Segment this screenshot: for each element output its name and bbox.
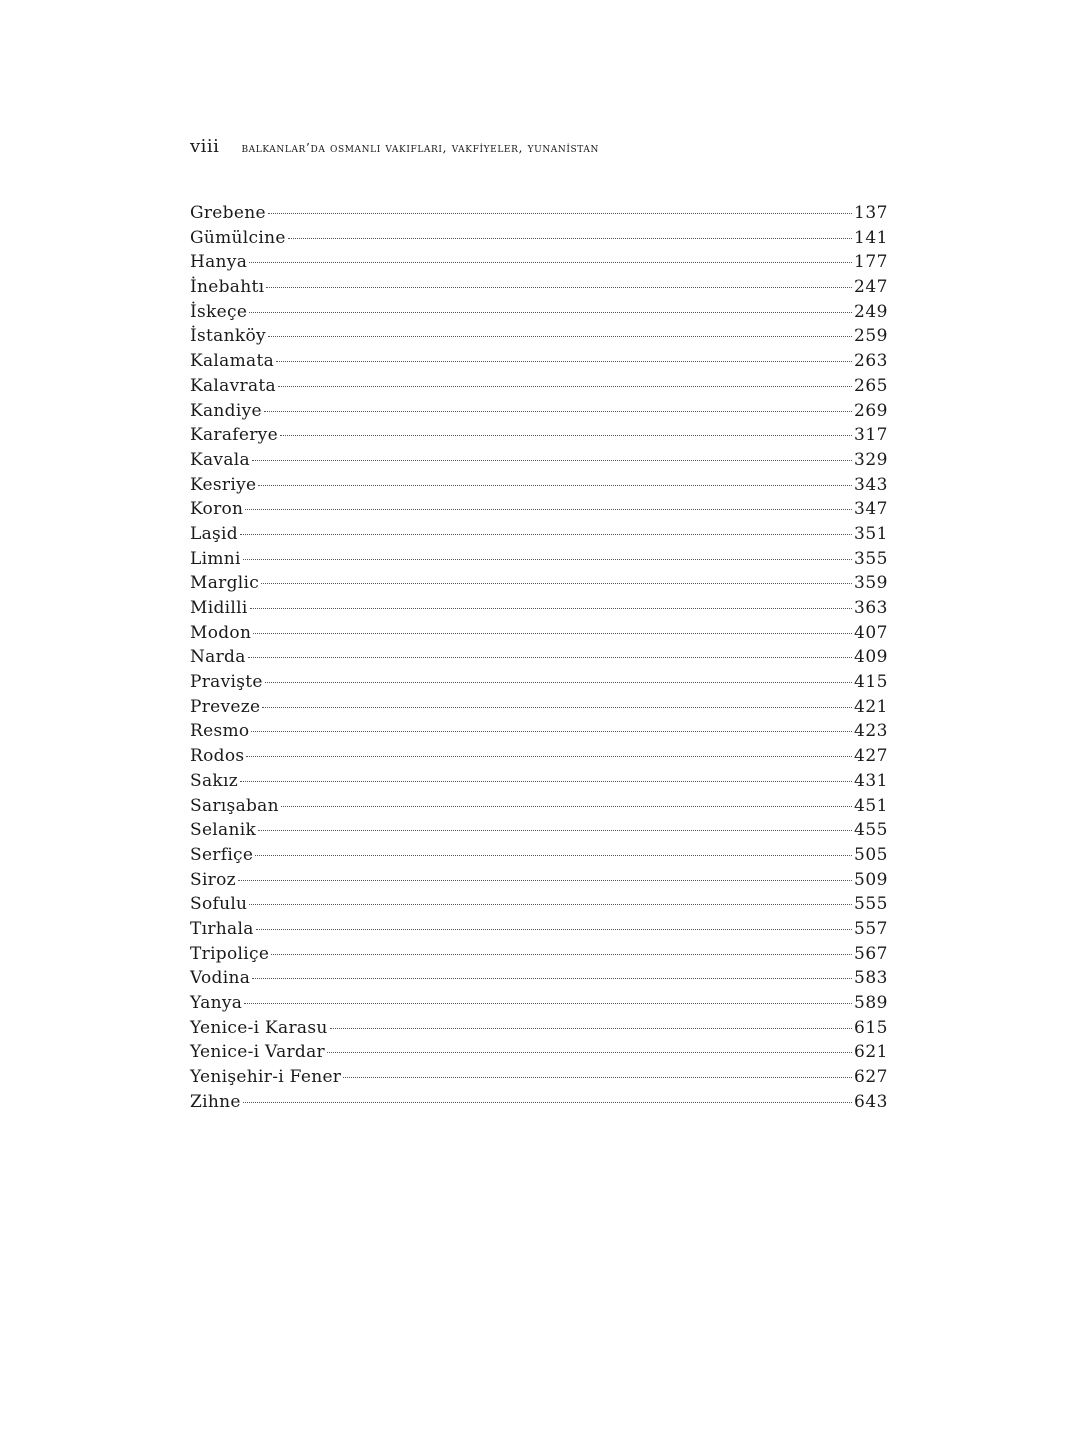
toc-entry-page-number: 249 — [854, 301, 888, 322]
toc-entry — [190, 571, 888, 596]
toc-entry-title: Zihne — [190, 1091, 241, 1112]
dot-leader — [255, 855, 852, 856]
dot-leader — [246, 756, 852, 757]
toc-entry-page-number: 415 — [854, 672, 888, 693]
toc-entry — [190, 473, 888, 498]
toc-entry-title: Tırhala — [190, 918, 254, 939]
toc-entry-title: Midilli — [190, 598, 248, 618]
toc-entry-page-number: 557 — [854, 918, 888, 939]
toc-entry — [190, 1040, 888, 1065]
toc-entry-title: Laşid — [190, 523, 238, 544]
dot-leader — [268, 213, 852, 214]
dot-leader — [281, 806, 852, 807]
toc-entry-page-number: 505 — [854, 844, 888, 865]
toc-entry-title: Yanya — [190, 993, 243, 1013]
toc-entry-title: Gümülcine — [190, 227, 286, 248]
toc-entry-title: İnebahtı — [190, 277, 265, 298]
dot-leader — [251, 731, 852, 732]
toc-entry-title: Karaferye — [190, 425, 278, 446]
toc-entry-title: Grebene — [190, 203, 266, 223]
dot-leader — [243, 559, 852, 560]
toc-entry-page-number: 621 — [854, 1042, 888, 1063]
dot-leader — [243, 1102, 852, 1103]
toc-entry-page-number: 269 — [854, 400, 888, 421]
toc-entry-page-number: 263 — [854, 351, 888, 372]
dot-leader — [256, 929, 852, 930]
toc-entry — [190, 818, 888, 843]
toc-entry — [190, 1016, 888, 1041]
toc-entry-page-number: 137 — [854, 203, 888, 223]
dot-leader — [252, 460, 852, 461]
toc-entry-page-number: 317 — [854, 425, 888, 446]
toc-entry — [190, 843, 888, 868]
dot-leader — [278, 386, 852, 387]
toc-entry-title: Marglic — [190, 573, 260, 594]
toc-entry — [190, 892, 888, 917]
toc-entry-title: Tripoliçe — [190, 943, 270, 964]
dot-leader — [238, 880, 852, 881]
dot-leader — [268, 336, 852, 337]
toc-entry — [190, 374, 888, 399]
dot-leader — [240, 534, 852, 535]
toc-entry-page-number: 355 — [854, 548, 888, 569]
toc-entry-title: Preveze — [190, 696, 261, 717]
toc-entry-title: Sakız — [190, 770, 238, 791]
toc-entry — [190, 670, 888, 695]
dot-leader — [330, 1028, 852, 1029]
toc-entry-page-number: 359 — [854, 573, 888, 594]
toc-entry-title: Kesriye — [190, 474, 257, 495]
toc-entry — [190, 794, 888, 819]
toc-entry-title: İskeçe — [190, 301, 248, 322]
toc-entry-page-number: 567 — [854, 943, 888, 964]
toc-entry-title: Kalavrata — [190, 375, 276, 396]
toc-entry — [190, 522, 888, 547]
page-number: viii — [190, 136, 220, 157]
toc-entry — [190, 423, 888, 448]
toc-entry-page-number: 627 — [854, 1067, 888, 1088]
toc-entry-title: Hanya — [190, 252, 248, 273]
toc-entry-page-number: 455 — [854, 820, 888, 841]
toc-entry-title: Kavala — [190, 449, 250, 470]
dot-leader — [240, 781, 852, 782]
toc-entry — [190, 868, 888, 893]
toc-entry-title: Yenişehir-i Fener — [190, 1067, 342, 1088]
toc-entry-page-number: 347 — [854, 499, 888, 520]
dot-leader — [245, 509, 852, 510]
toc-entry — [190, 1065, 888, 1090]
toc-entry-title: Siroz — [190, 869, 236, 890]
toc-entry — [190, 349, 888, 374]
table-of-contents — [190, 201, 888, 1114]
toc-entry-page-number: 589 — [854, 993, 888, 1013]
toc-entry-page-number: 421 — [854, 696, 888, 717]
dot-leader — [253, 633, 852, 634]
toc-entry-title: Serfiçe — [190, 844, 254, 865]
toc-entry-page-number: 509 — [854, 869, 888, 890]
toc-entry-title: Koron — [190, 499, 244, 520]
running-title: balkanlar’da osmanli vakiflari, vakfi̇yeler, yunani̇stan — [241, 140, 599, 155]
toc-entry — [190, 275, 888, 300]
toc-entry-page-number: 259 — [854, 326, 888, 347]
toc-entry-page-number: 343 — [854, 474, 888, 495]
toc-entry — [190, 1090, 888, 1115]
toc-entry-title: Yenice-i Karasu — [190, 1017, 328, 1038]
toc-entry — [190, 966, 888, 991]
dot-leader — [258, 485, 852, 486]
dot-leader — [276, 361, 852, 362]
dot-leader — [249, 262, 852, 263]
toc-entry-page-number: 265 — [854, 375, 888, 396]
dot-leader — [250, 608, 852, 609]
dot-leader — [258, 830, 852, 831]
toc-entry-title: Narda — [190, 647, 246, 668]
toc-entry-page-number: 423 — [854, 721, 888, 742]
toc-entry — [190, 695, 888, 720]
toc-entry-page-number: 583 — [854, 968, 888, 989]
toc-entry-page-number: 407 — [854, 622, 888, 643]
toc-entry-page-number: 427 — [854, 746, 888, 767]
toc-entry — [190, 201, 888, 226]
toc-entry-page-number: 141 — [854, 227, 888, 248]
toc-entry — [190, 621, 888, 646]
toc-entry — [190, 300, 888, 325]
dot-leader — [271, 954, 852, 955]
toc-entry — [190, 547, 888, 572]
toc-entry — [190, 769, 888, 794]
dot-leader — [249, 312, 852, 313]
toc-entry — [190, 917, 888, 942]
toc-entry-title: Limni — [190, 548, 241, 569]
toc-entry-title: Selanik — [190, 820, 257, 841]
dot-leader — [262, 707, 852, 708]
toc-entry — [190, 596, 888, 621]
toc-entry-title: Modon — [190, 622, 252, 643]
toc-entry-title: Yenice-i Vardar — [190, 1042, 325, 1063]
toc-entry — [190, 942, 888, 967]
dot-leader — [288, 238, 852, 239]
toc-entry-page-number: 363 — [854, 598, 888, 618]
toc-entry — [190, 448, 888, 473]
toc-entry — [190, 497, 888, 522]
dot-leader — [280, 435, 852, 436]
toc-entry-title: Sarışaban — [190, 795, 279, 816]
dot-leader — [265, 682, 852, 683]
toc-entry-title: Kandiye — [190, 400, 262, 421]
toc-entry — [190, 250, 888, 275]
toc-entry-page-number: 555 — [854, 894, 888, 915]
toc-entry — [190, 226, 888, 251]
toc-entry-page-number: 615 — [854, 1017, 888, 1038]
toc-entry-title: Resmo — [190, 721, 250, 742]
toc-entry-title: Sofulu — [190, 894, 248, 915]
dot-leader — [343, 1077, 852, 1078]
toc-entry-title: Rodos — [190, 746, 245, 767]
toc-entry — [190, 991, 888, 1016]
toc-entry — [190, 744, 888, 769]
toc-entry-page-number: 329 — [854, 449, 888, 470]
toc-entry-page-number: 351 — [854, 523, 888, 544]
toc-entry — [190, 324, 888, 349]
toc-entry — [190, 399, 888, 424]
dot-leader — [264, 411, 852, 412]
dot-leader — [244, 1003, 852, 1004]
toc-entry-page-number: 177 — [854, 252, 888, 273]
dot-leader — [248, 657, 852, 658]
toc-entry-title: Pravişte — [190, 672, 263, 693]
toc-entry-title: Vodina — [190, 968, 251, 989]
toc-entry — [190, 645, 888, 670]
dot-leader — [252, 978, 852, 979]
toc-entry-page-number: 643 — [854, 1091, 888, 1112]
toc-entry-page-number: 431 — [854, 770, 888, 791]
toc-entry-title: İstanköy — [190, 326, 266, 347]
dot-leader — [327, 1052, 852, 1053]
toc-entry-title: Kalamata — [190, 351, 275, 372]
toc-entry — [190, 719, 888, 744]
dot-leader — [249, 904, 852, 905]
toc-entry-page-number: 409 — [854, 647, 888, 668]
toc-entry-page-number: 247 — [854, 277, 888, 298]
page-header — [190, 136, 890, 157]
dot-leader — [266, 287, 852, 288]
toc-entry-page-number: 451 — [854, 795, 888, 816]
dot-leader — [261, 583, 852, 584]
